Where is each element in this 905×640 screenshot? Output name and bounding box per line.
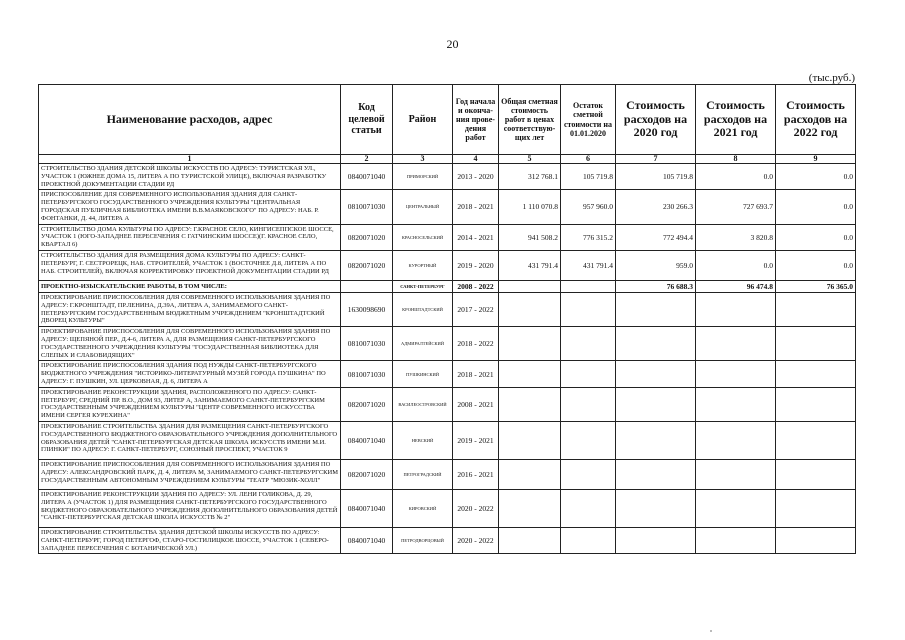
row-code: 0820071020 xyxy=(341,250,393,280)
row-code xyxy=(341,280,393,292)
header-years: Год начала и оконча-ния прове-дения работ xyxy=(453,85,499,155)
row-cost-2021 xyxy=(696,489,776,527)
row-code: 0840071040 xyxy=(341,164,393,190)
row-district: ПРИМОРСКИЙ xyxy=(393,164,453,190)
row-district: КИРОВСКИЙ xyxy=(393,489,453,527)
table-row xyxy=(39,164,856,190)
row-code: 0810071030 xyxy=(341,190,393,224)
row-cost-2020: 105 719.8 xyxy=(616,164,696,190)
row-cost-2022: 0.0 xyxy=(776,224,856,250)
row-cost-2022: 0.0 xyxy=(776,250,856,280)
row-name: ПРОЕКТИРОВАНИЕ СТРОИТЕЛЬСТВА ЗДАНИЯ ДЕТСКОЙ ШКОЛЫ ИСКУССТВ ПО АДРЕСУ: САНКТ-ПЕТЕРБУРГ, ГОРОД ПЕТЕРГОФ, СТАРО-ГОСТИЛИЦКОЕ ШОССЕ, УЧАСТОК 1 (СЕВЕРО-ЗАПАДНЕЕ ПЕРЕСЕЧЕНИЯ С БОТАНИЧЕСКОЙ УЛ.) xyxy=(39,527,341,553)
row-years: 2018 - 2021 xyxy=(453,361,499,387)
row-years: 2016 - 2021 xyxy=(453,459,499,489)
header-row xyxy=(39,85,856,155)
row-years: 2008 - 2021 xyxy=(453,387,499,421)
header-code: Код целевой статьи xyxy=(341,85,393,155)
table-row xyxy=(39,327,856,361)
row-total-cost xyxy=(499,387,561,421)
row-district: АДМИРАЛТЕЙСКИЙ xyxy=(393,327,453,361)
row-remaining: 776 315.2 xyxy=(561,224,616,250)
row-total-cost xyxy=(499,421,561,459)
header-district: Район xyxy=(393,85,453,155)
row-cost-2020: 772 494.4 xyxy=(616,224,696,250)
row-name: ПРОЕКТИРОВАНИЕ СТРОИТЕЛЬСТВА ЗДАНИЯ ДЛЯ РАЗМЕЩЕНИЯ САНКТ-ПЕТЕРБУРГСКОГО ГОСУДАРСТВЕННОГО БЮДЖЕТНОГО ОБРАЗОВАТЕЛЬНОГО УЧРЕЖДЕНИЯ ДОПОЛНИТЕЛЬНОГО ОБРАЗОВАНИЯ ДЕТЕЙ "САНКТ-ПЕТЕРБУРГСКАЯ ДЕТСКАЯ ШКОЛА ИСКУССТВ ИМЕНИ М.И. ГЛИНКИ" ПО АДРЕСУ: Г. САНКТ-ПЕТЕРБУРГ, СОЮЗНЫЙ ПРОСПЕКТ, УЧАСТОК 9 xyxy=(39,421,341,459)
row-cost-2022 xyxy=(776,527,856,553)
header-remaining: Остаток сметной стоимости на 01.01.2020 xyxy=(561,85,616,155)
table-row xyxy=(39,250,856,280)
row-cost-2020: 230 266.3 xyxy=(616,190,696,224)
row-code: 0810071030 xyxy=(341,361,393,387)
row-cost-2022 xyxy=(776,459,856,489)
row-remaining xyxy=(561,489,616,527)
row-code: 1630098690 xyxy=(341,292,393,326)
row-district: ПУШКИНСКИЙ xyxy=(393,361,453,387)
column-number: 8 xyxy=(696,155,776,164)
table-row xyxy=(39,190,856,224)
table-row xyxy=(39,459,856,489)
column-number: 3 xyxy=(393,155,453,164)
row-cost-2020: 76 688.3 xyxy=(616,280,696,292)
row-cost-2022 xyxy=(776,421,856,459)
row-code: 0840071040 xyxy=(341,421,393,459)
row-name: СТРОИТЕЛЬСТВО ДОМА КУЛЬТУРЫ ПО АДРЕСУ: Г.КРАСНОЕ СЕЛО, КИНГИСЕППСКОЕ ШОССЕ, УЧАСТОК 1 (ЮГО-ЗАПАДНЕЕ ПЕРЕСЕЧЕНИЯ С ГАТЧИНСКИМ ШОССЕ)(Г. КРАСНОЕ СЕЛО, КВАРТАЛ 6) xyxy=(39,224,341,250)
row-cost-2021: 0.0 xyxy=(696,250,776,280)
row-cost-2021: 96 474.8 xyxy=(696,280,776,292)
row-total-cost: 941 508.2 xyxy=(499,224,561,250)
row-code: 0810071030 xyxy=(341,327,393,361)
row-cost-2020 xyxy=(616,361,696,387)
column-number: 5 xyxy=(499,155,561,164)
row-cost-2021: 727 693.7 xyxy=(696,190,776,224)
row-remaining xyxy=(561,459,616,489)
budget-table xyxy=(38,84,856,554)
row-district: ПЕТРОГРАДСКИЙ xyxy=(393,459,453,489)
row-total-cost: 431 791.4 xyxy=(499,250,561,280)
column-number: 1 xyxy=(39,155,341,164)
row-total-cost: 312 768.1 xyxy=(499,164,561,190)
row-years: 2017 - 2022 xyxy=(453,292,499,326)
page-number: 20 xyxy=(446,37,459,51)
row-years: 2014 - 2021 xyxy=(453,224,499,250)
table-row xyxy=(39,224,856,250)
row-code: 0840071040 xyxy=(341,489,393,527)
row-years: 2020 - 2022 xyxy=(453,527,499,553)
row-cost-2022 xyxy=(776,292,856,326)
row-total-cost xyxy=(499,361,561,387)
row-remaining xyxy=(561,527,616,553)
row-district: САНКТ-ПЕТЕРБУРГ xyxy=(393,280,453,292)
row-cost-2020 xyxy=(616,387,696,421)
row-years: 2013 - 2020 xyxy=(453,164,499,190)
row-cost-2021 xyxy=(696,327,776,361)
row-district: КУРОРТНЫЙ xyxy=(393,250,453,280)
row-cost-2020 xyxy=(616,489,696,527)
row-total-cost xyxy=(499,280,561,292)
row-name: ПРОЕКТНО-ИЗЫСКАТЕЛЬСКИЕ РАБОТЫ, В ТОМ ЧИСЛЕ: xyxy=(39,280,341,292)
scan-artifact xyxy=(710,630,712,632)
column-number: 6 xyxy=(561,155,616,164)
header-cost-2021: Стоимость расходов на 2021 год xyxy=(696,85,776,155)
column-number-row xyxy=(39,155,856,164)
row-remaining xyxy=(561,327,616,361)
row-cost-2020: 959.0 xyxy=(616,250,696,280)
row-remaining xyxy=(561,421,616,459)
row-name: ПРОЕКТИРОВАНИЕ ПРИСПОСОБЛЕНИЯ ДЛЯ СОВРЕМЕННОГО ИСПОЛЬЗОВАНИЯ ЗДАНИЯ ПО АДРЕСУ: АЛЕКСАНДРОВСКИЙ ПАРК, Д. 4, ЛИТЕРА М, ЗАНИМАЕМОГО САНКТ-ПЕТЕРБУРГСКИМ ГОСУДАРСТВЕННЫМ АВТОНОМНЫМ УЧРЕЖДЕНИЕМ КУЛЬТУРЫ "ТЕАТР "МЮЗИК-ХОЛЛ" xyxy=(39,459,341,489)
column-number: 2 xyxy=(341,155,393,164)
row-remaining xyxy=(561,387,616,421)
row-name: ПРОЕКТИРОВАНИЕ ПРИСПОСОБЛЕНИЯ ДЛЯ СОВРЕМЕННОГО ИСПОЛЬЗОВАНИЯ ЗДАНИЯ ПО АДРЕСУ: ЩЕПЯНОЙ ПЕР., Д.4-6, ЛИТЕРА А, ДЛЯ РАЗМЕЩЕНИЯ САНКТ-ПЕТЕРБУРГСКОГО ГОСУДАРСТВЕННОГО УЧРЕЖДЕНИЯ КУЛЬТУРЫ "ГОСУДАРСТВЕННАЯ БИБЛИОТЕКА ДЛЯ СЛЕПЫХ И СЛАБОВИДЯЩИХ" xyxy=(39,327,341,361)
table-row xyxy=(39,280,856,292)
table-body xyxy=(39,164,856,554)
row-total-cost xyxy=(499,489,561,527)
row-cost-2021 xyxy=(696,361,776,387)
row-remaining xyxy=(561,280,616,292)
table-row xyxy=(39,361,856,387)
row-remaining xyxy=(561,292,616,326)
header-cost-2020: Стоимость расходов на 2020 год xyxy=(616,85,696,155)
row-total-cost xyxy=(499,327,561,361)
row-years: 2020 - 2022 xyxy=(453,489,499,527)
row-cost-2020 xyxy=(616,292,696,326)
row-name: ПРОЕКТИРОВАНИЕ ПРИСПОСОБЛЕНИЯ ДЛЯ СОВРЕМЕННОГО ИСПОЛЬЗОВАНИЯ ЗДАНИЯ ПО АДРЕСУ: Г.КРОНШТАДТ, ПР.ЛЕНИНА, Д.39А, ЛИТЕРА А, ЗАНИМАЕМОГО САНКТ-ПЕТЕРБУРГСКИМ ГОСУДАРСТВЕННЫМ БЮДЖЕТНЫМ УЧРЕЖДЕНИЕМ "КРОНШТАДТСКИЙ ДВОРЕЦ КУЛЬТУРЫ" xyxy=(39,292,341,326)
column-number: 7 xyxy=(616,155,696,164)
row-remaining: 431 791.4 xyxy=(561,250,616,280)
row-name: СТРОИТЕЛЬСТВО ЗДАНИЯ ДЛЯ РАЗМЕЩЕНИЯ ДОМА КУЛЬТУРЫ ПО АДРЕСУ: САНКТ-ПЕТЕРБУРГ, Г. СЕСТРОРЕЦК, НАБ. СТРОИТЕЛЕЙ, УЧАСТОК 1 (ВОСТОЧНЕЕ Д.8, ЛИТЕРА А ПО НАБ. СТРОИТЕЛЕЙ), ВКЛЮЧАЯ КОРРЕКТИРОВКУ ПРОЕКТНОЙ ДОКУМЕНТАЦИИ СТАДИИ РД xyxy=(39,250,341,280)
row-cost-2022: 0.0 xyxy=(776,164,856,190)
units-label: (тыс.руб.) xyxy=(808,72,855,84)
row-code: 0820071020 xyxy=(341,224,393,250)
row-total-cost xyxy=(499,292,561,326)
row-name: ПРОЕКТИРОВАНИЕ РЕКОНСТРУКЦИИ ЗДАНИЯ, РАСПОЛОЖЕННОГО ПО АДРЕСУ: САНКТ-ПЕТЕРБУРГ, СРЕДНИЙ ПР. В.О., ДОМ 93, ЛИТЕР А, ЗАНИМАЕМОГО САНКТ-ПЕТЕРБУРГСКИМ ГОСУДАРСТВЕННЫМ УЧРЕЖДЕНИЕМ КУЛЬТУРЫ "ЦЕНТР СОВРЕМЕННОГО ИСКУССТВА ИМЕНИ СЕРГЕЯ КУРЕХИНА" xyxy=(39,387,341,421)
row-code: 0820071020 xyxy=(341,459,393,489)
row-years: 2018 - 2022 xyxy=(453,327,499,361)
row-years: 2019 - 2020 xyxy=(453,250,499,280)
header-cost-2022: Стоимость расходов на 2022 год xyxy=(776,85,856,155)
row-cost-2022 xyxy=(776,361,856,387)
row-name: СТРОИТЕЛЬСТВО ЗДАНИЯ ДЕТСКОЙ ШКОЛЫ ИСКУССТВ ПО АДРЕСУ: ТУРИСТСКАЯ УЛ., УЧАСТОК 1 (ЮЖНЕЕ ДОМА 15, ЛИТЕРА А ПО ТУРИСТСКОЙ УЛИЦЕ), ВКЛЮЧАЯ РАЗРАБОТКУ ПРОЕКТНОЙ ДОКУМЕНТАЦИИ СТАДИИ РД xyxy=(39,164,341,190)
row-cost-2020 xyxy=(616,327,696,361)
table-row xyxy=(39,527,856,553)
header-total-cost: Общая сметная стоимость работ в ценах соответствую-щих лет xyxy=(499,85,561,155)
row-cost-2021 xyxy=(696,421,776,459)
row-remaining xyxy=(561,361,616,387)
row-name: ПРИСПОСОБЛЕНИЕ ДЛЯ СОВРЕМЕННОГО ИСПОЛЬЗОВАНИЯ ЗДАНИЯ ДЛЯ САНКТ-ПЕТЕРБУРГСКОГО ГОСУДАРСТВЕННОГО УЧРЕЖДЕНИЯ КУЛЬТУРЫ "ЦЕНТРАЛЬНАЯ ГОРОДСКАЯ ПУБЛИЧНАЯ БИБЛИОТЕКА ИМЕНИ В.В.МАЯКОВСКОГО" ПО АДРЕСУ: НАБ. Р. ФОНТАНКИ, Д. 44, ЛИТЕРА А xyxy=(39,190,341,224)
row-district: ПЕТРОДВОРЦОВЫЙ xyxy=(393,527,453,553)
row-remaining: 957 960.0 xyxy=(561,190,616,224)
row-code: 0820071020 xyxy=(341,387,393,421)
row-cost-2020 xyxy=(616,527,696,553)
row-code: 0840071040 xyxy=(341,527,393,553)
table-row xyxy=(39,489,856,527)
row-years: 2008 - 2022 xyxy=(453,280,499,292)
row-years: 2018 - 2021 xyxy=(453,190,499,224)
row-cost-2022 xyxy=(776,387,856,421)
row-district: КРОНШТАДТСКИЙ xyxy=(393,292,453,326)
row-name: ПРОЕКТИРОВАНИЕ ПРИСПОСОБЛЕНИЯ ЗДАНИЯ ПОД НУЖДЫ САНКТ-ПЕТЕРБУРГСКОГО БЮДЖЕТНОГО УЧРЕЖДЕНИЯ "ИСТОРИКО-ЛИТЕРАТУРНЫЙ МУЗЕЙ ГОРОДА ПУШКИНА" ПО АДРЕСУ: Г. ПУШКИН, УЛ. ЦЕРКОВНАЯ, Д. 6, ЛИТЕРА А xyxy=(39,361,341,387)
row-total-cost xyxy=(499,459,561,489)
row-cost-2021 xyxy=(696,527,776,553)
row-cost-2022 xyxy=(776,489,856,527)
table-row xyxy=(39,292,856,326)
row-cost-2022: 76 365.0 xyxy=(776,280,856,292)
row-cost-2020 xyxy=(616,421,696,459)
header-name: Наименование расходов, адрес xyxy=(39,85,341,155)
row-cost-2022 xyxy=(776,327,856,361)
row-district: НЕВСКИЙ xyxy=(393,421,453,459)
row-cost-2022: 0.0 xyxy=(776,190,856,224)
row-district: КРАСНОСЕЛЬСКИЙ xyxy=(393,224,453,250)
row-cost-2021 xyxy=(696,387,776,421)
row-cost-2021: 0.0 xyxy=(696,164,776,190)
column-number: 9 xyxy=(776,155,856,164)
table-row xyxy=(39,387,856,421)
row-district: ВАСИЛЕОСТРОВСКИЙ xyxy=(393,387,453,421)
row-cost-2021: 3 820.8 xyxy=(696,224,776,250)
row-total-cost: 1 110 070.8 xyxy=(499,190,561,224)
table-row xyxy=(39,421,856,459)
row-cost-2021 xyxy=(696,292,776,326)
row-district: ЦЕНТРАЛЬНЫЙ xyxy=(393,190,453,224)
column-number: 4 xyxy=(453,155,499,164)
row-years: 2019 - 2021 xyxy=(453,421,499,459)
row-cost-2021 xyxy=(696,459,776,489)
row-remaining: 105 719.8 xyxy=(561,164,616,190)
row-total-cost xyxy=(499,527,561,553)
row-name: ПРОЕКТИРОВАНИЕ РЕКОНСТРУКЦИИ ЗДАНИЯ ПО АДРЕСУ: УЛ. ЛЕНИ ГОЛИКОВА, Д. 29, ЛИТЕРА А (УЧАСТОК 1) ДЛЯ РАЗМЕЩЕНИЯ САНКТ-ПЕТЕРБУРГСКОГО ГОСУДАРСТВЕННОГО БЮДЖЕТНОГО ОБРАЗОВАТЕЛЬНОГО УЧРЕЖДЕНИЯ ДОПОЛНИТЕЛЬНОГО ОБРАЗОВАНИЯ ДЕТЕЙ "САНКТ-ПЕТЕРБУРГСКАЯ ДЕТСКАЯ ШКОЛА ИСКУССТВ № 2" xyxy=(39,489,341,527)
row-cost-2020 xyxy=(616,459,696,489)
